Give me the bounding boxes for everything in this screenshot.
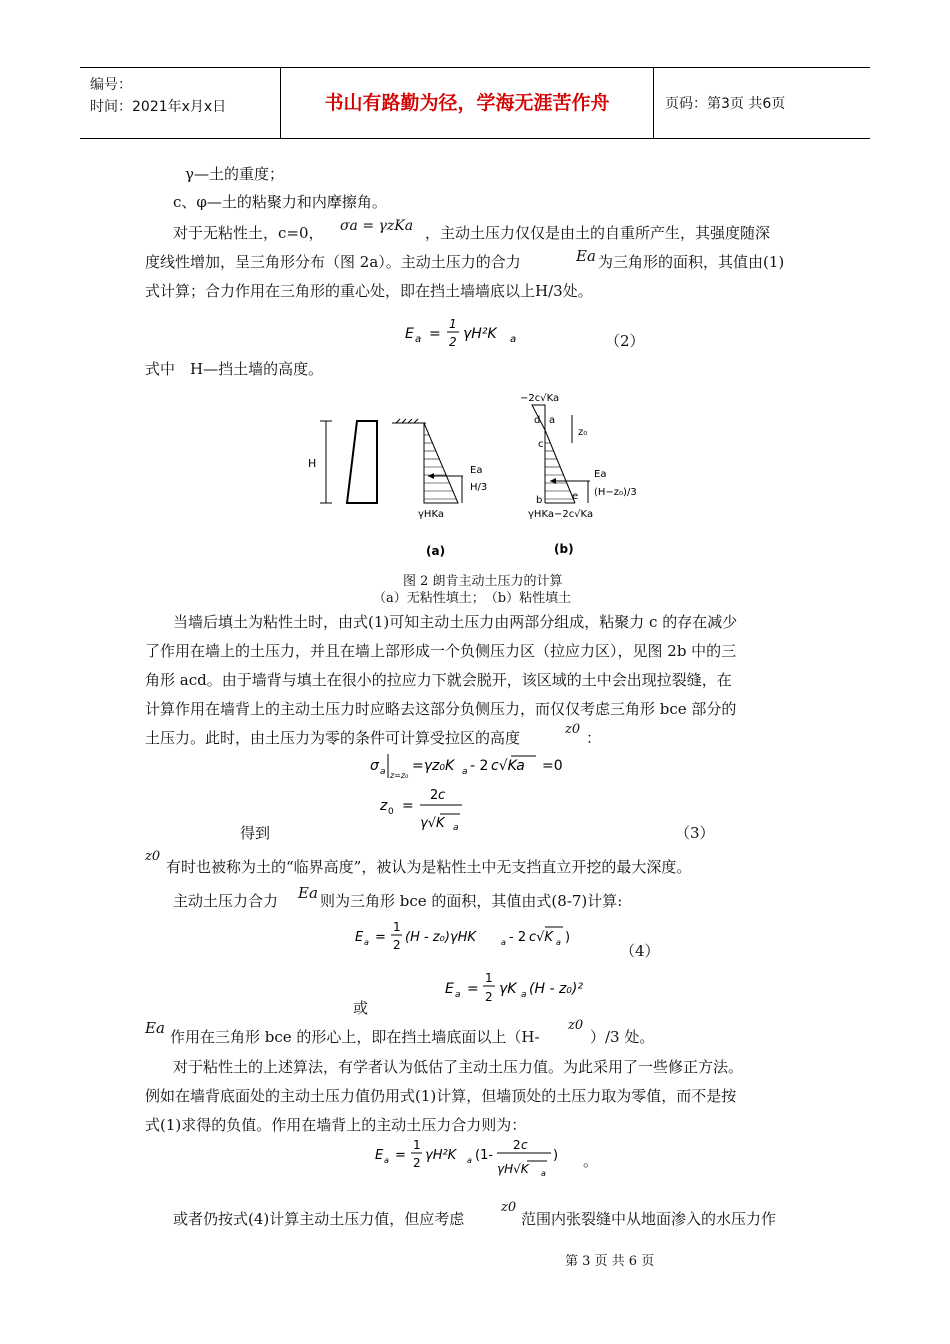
- ea-symbol-3: Ea: [145, 1019, 165, 1037]
- svg-text:- 2: - 2: [470, 758, 489, 774]
- svg-text:=: =: [395, 1148, 406, 1163]
- svg-text:0: 0: [388, 807, 394, 817]
- z0-symbol-4: z0: [501, 1200, 517, 1215]
- svg-text:1: 1: [413, 1138, 421, 1152]
- svg-text:): ): [553, 1148, 559, 1163]
- page-info: 页码：第3页 共6页: [665, 96, 786, 112]
- para2-line4: 计算作用在墙背上的主动土压力时应略去这部分负侧压力，而仅仅考虑三角形 bce 部分的: [145, 700, 737, 718]
- para2-line3: 角形 acd。由于墙背与填土在很小的拉应力下就会脱开，该区域的土中会出现拉裂缝，在: [145, 671, 732, 689]
- svg-text:1: 1: [485, 971, 493, 985]
- equation-2: [405, 316, 545, 354]
- svg-text:a: a: [467, 1156, 472, 1165]
- eq3-number: （3）: [675, 824, 715, 842]
- svg-text:c√K: c√K: [529, 930, 553, 945]
- svg-text:=: =: [467, 981, 479, 997]
- svg-text:(1-: (1-: [475, 1148, 494, 1163]
- page-header: [80, 67, 870, 139]
- svg-text:a: a: [455, 990, 461, 1000]
- svg-text:z=z₀: z=z₀: [390, 771, 409, 780]
- label-a: a: [549, 415, 556, 426]
- label-ea-a: Ea: [470, 465, 483, 476]
- get-label: 得到: [240, 824, 271, 842]
- svg-text:γH√K: γH√K: [497, 1162, 529, 1176]
- para1-line2-end: 为三角形的面积，其值由(1): [598, 253, 785, 271]
- svg-text:a: a: [510, 334, 517, 345]
- sigma-formula: σa = γzKa: [340, 218, 414, 234]
- svg-text:a: a: [415, 334, 422, 345]
- header-meta: [80, 68, 281, 138]
- ea-symbol: Ea: [576, 247, 596, 265]
- equation-4b: [445, 967, 605, 1009]
- c-phi-definition: c、φ—土的粘聚力和内摩擦角。: [173, 193, 387, 211]
- svg-text:E: E: [375, 1148, 384, 1163]
- z0-symbol-2: z0: [145, 849, 161, 864]
- fig-a-label: (a): [426, 544, 446, 558]
- label-z0: z₀: [578, 427, 588, 438]
- svg-text:2: 2: [430, 788, 439, 803]
- svg-text:2: 2: [485, 990, 493, 1004]
- ea-action-end: ）/3 处。: [590, 1028, 655, 1046]
- svg-text:c: c: [521, 1138, 528, 1152]
- fig-b-label: (b): [554, 542, 574, 556]
- svg-text:(H - z₀)γHK: (H - z₀)γHK: [405, 930, 476, 945]
- svg-text:(H - z₀)²: (H - z₀)²: [529, 981, 583, 997]
- label-ea-b: Ea: [594, 469, 607, 480]
- svg-text:γH²K: γH²K: [425, 1148, 457, 1163]
- svg-text:=0: =0: [542, 758, 563, 774]
- svg-text:=γz₀K: =γz₀K: [412, 758, 455, 774]
- svg-text:2: 2: [449, 335, 457, 349]
- svg-text:γH²K: γH²K: [463, 326, 497, 342]
- para2-line5: 土压力。此时，由土压力为零的条件可计算受拉区的高度: [145, 729, 521, 747]
- figure-subcaption: （a）无粘性填土； （b）粘性填土: [373, 591, 572, 606]
- svg-text:=: =: [402, 798, 414, 814]
- ea-line-start: 主动土压力合力: [173, 892, 279, 910]
- time-label: 时间：2021年x月x日: [90, 99, 227, 115]
- svg-text:z: z: [380, 798, 388, 814]
- para3-line3: 式(1)求得的负值。作用在墙背上的主动土压力合力则为：: [145, 1116, 527, 1134]
- svg-text:2: 2: [393, 938, 401, 952]
- svg-text:2: 2: [413, 1156, 421, 1170]
- where-H: 式中 H—挡土墙的高度。: [145, 360, 324, 378]
- label-c: c: [538, 439, 544, 450]
- svg-text:a: a: [556, 938, 561, 947]
- z0-critical-line: 有时也被称为土的“临界高度”，被认为是粘性土中无支挡直立开挖的最大深度。: [166, 858, 692, 876]
- figure-caption: 图 2 朗肯主动土压力的计算: [403, 574, 563, 589]
- equation-sigma: [370, 750, 620, 782]
- para2-end: ：: [586, 729, 602, 747]
- ea-action-line: 作用在三角形 bce 的形心上，即在挡土墙底面以上（H-: [170, 1028, 540, 1046]
- triangle-a-hatch: [424, 435, 456, 499]
- period: 。: [583, 1152, 599, 1170]
- svg-text:γK: γK: [499, 981, 517, 997]
- z0-symbol-3: z0: [568, 1018, 584, 1033]
- para3-line2: 例如在墙背底面处的主动土压力值仍用式(1)计算，但墙顶处的土压力取为零值，而不是按: [145, 1087, 737, 1105]
- ea-arrowhead-a: [428, 473, 434, 479]
- page-footer: 第 3 页 共 6 页: [565, 1254, 655, 1269]
- para2-line2: 了作用在墙上的土压力，并且在墙上部形成一个负侧压力区（拉应力区），见图 2b 中的三: [145, 642, 737, 660]
- label-H: H: [308, 457, 317, 470]
- svg-text:E: E: [445, 981, 454, 997]
- label-ghka: γHKa: [418, 509, 444, 520]
- label-d: d: [534, 415, 541, 426]
- svg-text:1: 1: [393, 920, 401, 934]
- svg-text:=: =: [375, 930, 386, 945]
- wall-a: [347, 421, 377, 503]
- para1-line2: 度线性增加，呈三角形分布（图 2a）。主动土压力的合力: [145, 253, 521, 271]
- equation-modified: [375, 1135, 585, 1185]
- eq4-number: （4）: [620, 942, 660, 960]
- para1-cont: ，主动土压力仅仅是由土的自重所产生，其强度随深: [425, 224, 771, 242]
- label-hz3: (H−z₀)/3: [594, 487, 637, 498]
- svg-text:a: a: [384, 1156, 389, 1165]
- equation-3: [380, 785, 500, 835]
- pressure-line-b: [545, 430, 575, 503]
- para3-line1: 对于粘性土的上述算法，有学者认为低估了主动土压力值。为此采用了一些修正方法。: [173, 1058, 744, 1076]
- svg-text:c: c: [438, 788, 446, 803]
- para1-start: 对于无粘性土，c=0，: [173, 224, 324, 242]
- para1-line3: 式计算；合力作用在三角形的重心处，即在挡土墙墙底以上H/3处。: [145, 282, 593, 300]
- last-line-start: 或者仍按式(4)计算主动土压力值，但应考虑: [173, 1210, 465, 1228]
- svg-text:- 2: - 2: [509, 930, 527, 945]
- ground-hatch: [396, 419, 418, 423]
- label-neg: −2c√Ka: [520, 393, 560, 404]
- svg-text:a: a: [453, 823, 459, 833]
- svg-text:γ√K: γ√K: [420, 816, 445, 831]
- label-b: b: [536, 495, 543, 506]
- svg-text:a: a: [462, 767, 468, 777]
- svg-text:E: E: [355, 930, 364, 945]
- triangle-b-hatch: [545, 443, 573, 499]
- equation-4: [355, 917, 585, 957]
- svg-text:a: a: [364, 938, 369, 947]
- figure-2: [300, 385, 660, 565]
- last-line-end: 范围内张裂缝中从地面渗入的水压力作: [521, 1210, 777, 1228]
- ea-symbol-2: Ea: [298, 884, 318, 902]
- eq2-number: （2）: [605, 332, 645, 350]
- ea-line-end: 则为三角形 bce 的面积，其值由式(8-7)计算:: [320, 892, 623, 910]
- svg-text:E: E: [405, 326, 414, 342]
- para2-line1: 当墙后填土为粘性土时，由式(1)可知主动土压力由两部分组成，粘聚力 c 的存在减少: [173, 613, 738, 631]
- svg-text:σ: σ: [370, 758, 379, 774]
- svg-text:a: a: [380, 767, 386, 777]
- svg-text:): ): [565, 930, 571, 945]
- svg-text:2: 2: [513, 1138, 521, 1152]
- z0-symbol: z0: [565, 722, 581, 737]
- number-label: 编号：: [90, 77, 132, 93]
- svg-text:a: a: [501, 938, 506, 947]
- svg-text:a: a: [521, 990, 527, 1000]
- label-h3: H/3: [470, 482, 488, 493]
- svg-text:a: a: [541, 1169, 546, 1178]
- label-bottom-b: γHKa−2c√Ka: [528, 509, 594, 520]
- svg-text:1: 1: [449, 317, 457, 331]
- equation-2-svg: [405, 316, 545, 350]
- gamma-definition: γ—土的重度；: [185, 165, 284, 183]
- svg-text:=: =: [429, 326, 441, 342]
- label-e: e: [572, 491, 579, 502]
- svg-text:c√Ka: c√Ka: [491, 758, 525, 774]
- motto: 书山有路勤为径，学海无涯苦作舟: [281, 68, 654, 138]
- or-label: 或: [353, 999, 369, 1017]
